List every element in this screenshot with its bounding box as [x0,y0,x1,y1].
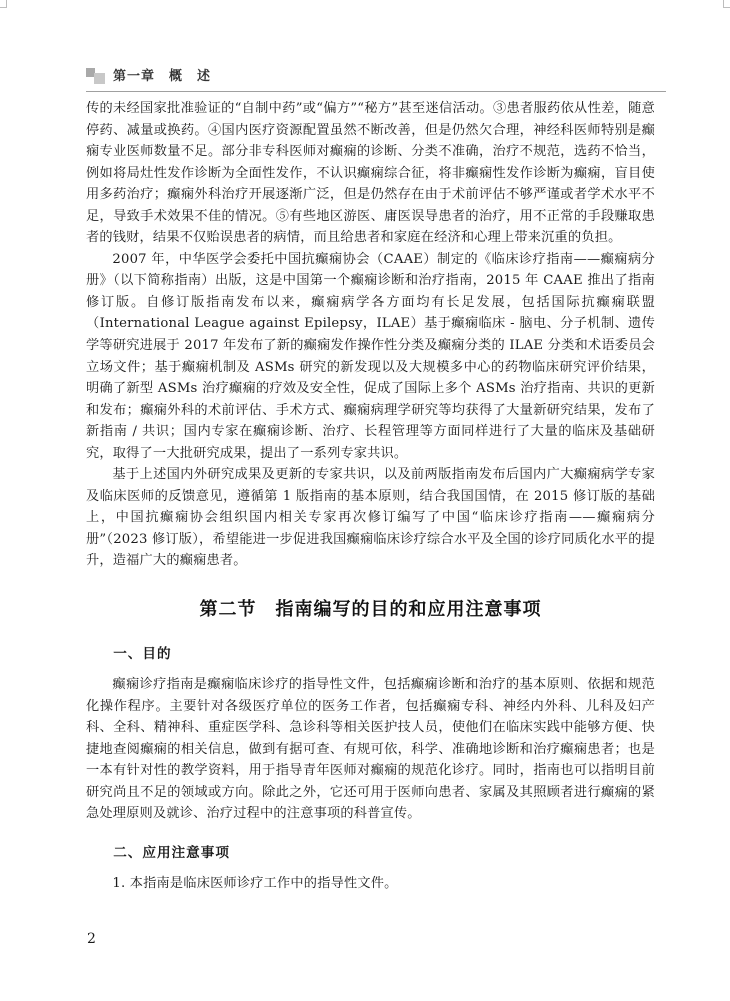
running-header [86,66,666,84]
header-divider [86,91,666,92]
list-item: 1. 本指南是临床医师诊疗工作中的指导性文件。 [112,875,398,891]
paragraph-purpose: 癫痫诊疗指南是癫痫临床诊疗的指导性文件，包括癫痫诊断和治疗的基本原则、依据和规范化操作程序。主要针对各级医疗单位的医务工作者，包括癫痫专科、神经内外科、儿科及妇产科、全科、精神科、重症医学科、急诊科等相关医护技人员，使他们在临床实践中能够方便、快捷地查阅癫痫的相关信息，做到有据可查、有规可依，科学、准确地诊断和治疗癫痫患者；也是一本有针对性的教学资料，用于指导青年医师对癫痫的规范化诊疗。同时，指南也可以指明目前研究尚且不足的领域或方向。除此之外，它还可用于医师向患者、家属及其照顾者进行癫痫的紧急处理原则及就诊、治疗过程中的注意事项的科普宣传。 [86,677,655,822]
page-body [86,98,655,894]
paragraph-continued: 传的未经国家批准验证的“自制中药”或“偏方”“秘方”甚至迷信活动。③患者服药依从性差，随意停药、减量或换药。④国内医疗资源配置虽然不断改善，但是仍然欠合理，神经科医师特别是癫痫专业医师数量不足。部分非专科医师对癫痫的诊断、分类不准确，治疗不规范，选药不恰当，例如将局灶性发作诊断为全面性发作，不认识癫痫综合征，将非癫痫性发作诊断为癫痫，盲目使用多药治疗；癫痫外科治疗开展逐渐广泛，但是仍然存在由于术前评估不够严谨或者学术水平不足，导致手术效果不佳的情况。⑤有些地区游医、庸医误导患者的治疗，用不正常的手段赚取患者的钱财，结果不仅贻误患者的病情，而且给患者和家庭在经济和心理上带来沉重的负担。 [86,101,655,246]
section-title: 第二节 指南编写的目的和应用注意事项 [199,599,542,621]
chapter-title: 第一章 概 述 [113,69,212,84]
header-decoration-icon [86,68,108,84]
crop-mark-top-left [0,0,7,8]
subsection-notes-heading: 二、应用注意事项 [113,844,230,861]
paragraph-history: 2007 年，中华医学会委托中国抗癫痫协会（CAAE）制定的《临床诊疗指南——癫痫病分册》（以下简称指南）出版，这是中国第一个癫痫诊断和治疗指南，2015 年 CAAE 推出了指南修订版。自修订版指南发布以来，癫痫病学各方面均有长足发展，包括国际抗癫痫联盟（International League against Epilepsy，ILAE）基于癫痫临床 - 脑电、分子机制、遗传学等研究进展于 2017 年发布了新的癫痫发作操作性分类及癫痫分类的 ILAE 分类和术语委员会立场文件；基于癫痫机制及 ASMs 研究的新发现以及大规模多中心的药物临床研究评价结果，明确了新型 ASMs 治疗癫痫的疗效及安全性，促成了国际上多个 ASMs 治疗指南、共识的更新和发布；癫痫外科的术前评估、手术方式、癫痫病理学研究等均获得了大量新研究结果，发布了新指南 / 共识；国内专家在癫痫诊断、治疗、长程管理等方面同样进行了大量的临床及基础研究，取得了一大批研究成果，提出了一系列专家共识。 [86,251,655,461]
subsection-purpose-heading: 一、目的 [113,646,172,663]
paragraph-revision: 基于上述国内外研究成果及更新的专家共识，以及前两版指南发布后国内广大癫痫病学专家及临床医师的反馈意见，遵循第 1 版指南的基本原则，结合我国国情，在 2015 修订版的基础上，中国抗癫痫协会组织国内相关专家再次修订编写了中国“临床诊疗指南——癫痫病分册”（2023 修订版），希望能进一步促进我国癫痫临床诊疗综合水平及全国的诊疗同质化水平的提升，造福广大的癫痫患者。 [86,467,655,569]
page-number: 2 [87,931,96,947]
crop-mark-top-right [723,0,730,8]
